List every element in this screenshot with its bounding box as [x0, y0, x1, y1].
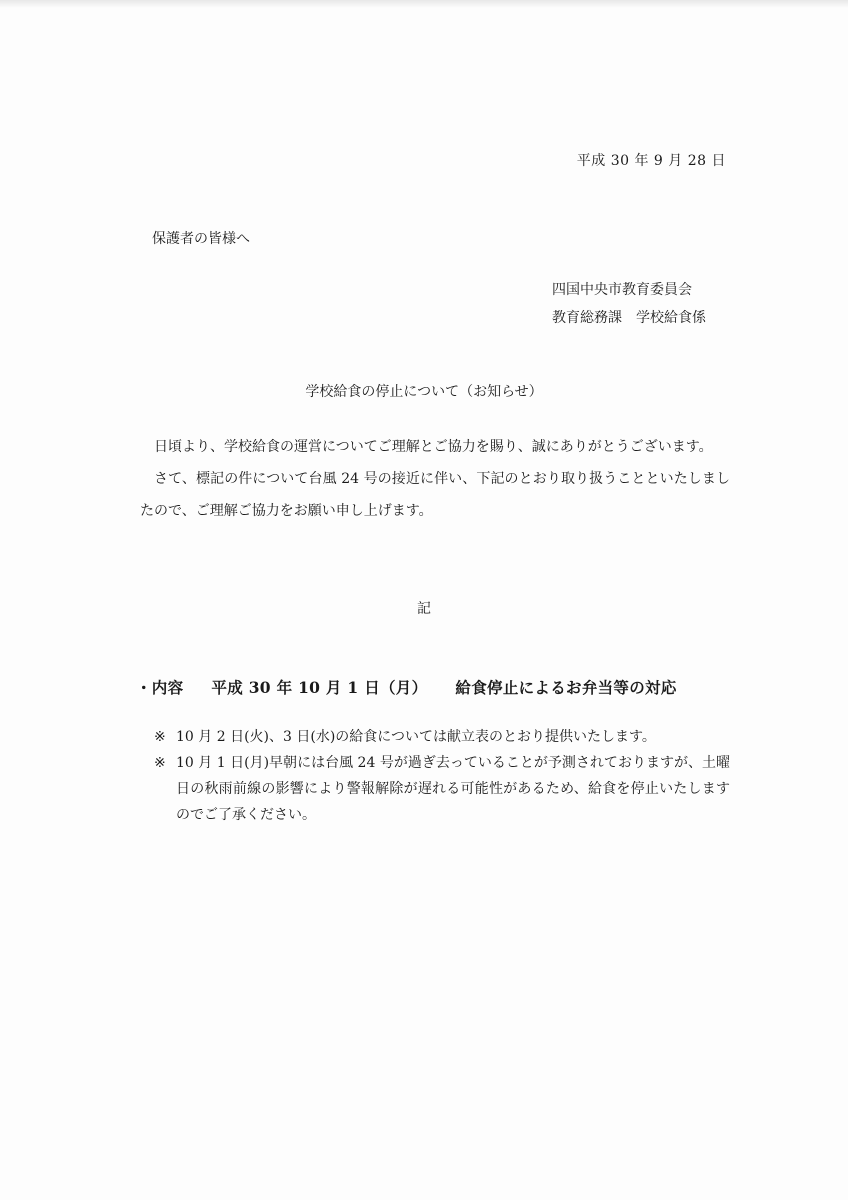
document-subject: 学校給食の停止について（お知らせ） — [305, 384, 543, 400]
body-paragraph-notice: さて、標記の件について台風 24 号の接近に伴い、下記のとおり取り扱うことといたしましたので、ご理解ご協力をお願い申し上げます。 — [140, 471, 730, 519]
note-text: 10 月 1 日(月)早朝には台風 24 号が過ぎ去っていることが予測されておりますが、土曜日の秋雨前線の影響により警報解除が遅れる可能性があるため、給食を停止いたしますのでご了承ください。 — [176, 755, 730, 823]
body-paragraph-greeting: 日頃より、学校給食の運営についてご理解とご協力を賜り、誠にありがとうございます。 — [154, 439, 713, 455]
note-mark: ※ — [154, 729, 166, 745]
item-date: 平成 30 年 10 月 1 日（月） — [211, 678, 428, 697]
note-item — [154, 724, 730, 750]
note-item — [154, 750, 730, 828]
sender-block — [552, 276, 706, 332]
sender-department: 教育総務課 学校給食係 — [552, 310, 706, 326]
notes-list — [154, 724, 730, 828]
document-date: 平成 30 年 9 月 28 日 — [576, 153, 726, 169]
ki-heading: 記 — [417, 601, 431, 617]
note-text: 10 月 2 日(火)、3 日(水)の給食については献立表のとおり提供いたします。 — [176, 729, 656, 745]
item-line — [136, 676, 677, 698]
item-content: 給食停止によるお弁当等の対応 — [455, 678, 677, 697]
item-label: ・内容 — [136, 678, 184, 697]
body-text — [140, 431, 730, 527]
scan-edge-shadow — [0, 0, 848, 8]
sender-organization: 四国中央市教育委員会 — [552, 282, 692, 298]
note-mark: ※ — [154, 755, 166, 771]
recipient-line: 保護者の皆様へ — [152, 231, 250, 247]
